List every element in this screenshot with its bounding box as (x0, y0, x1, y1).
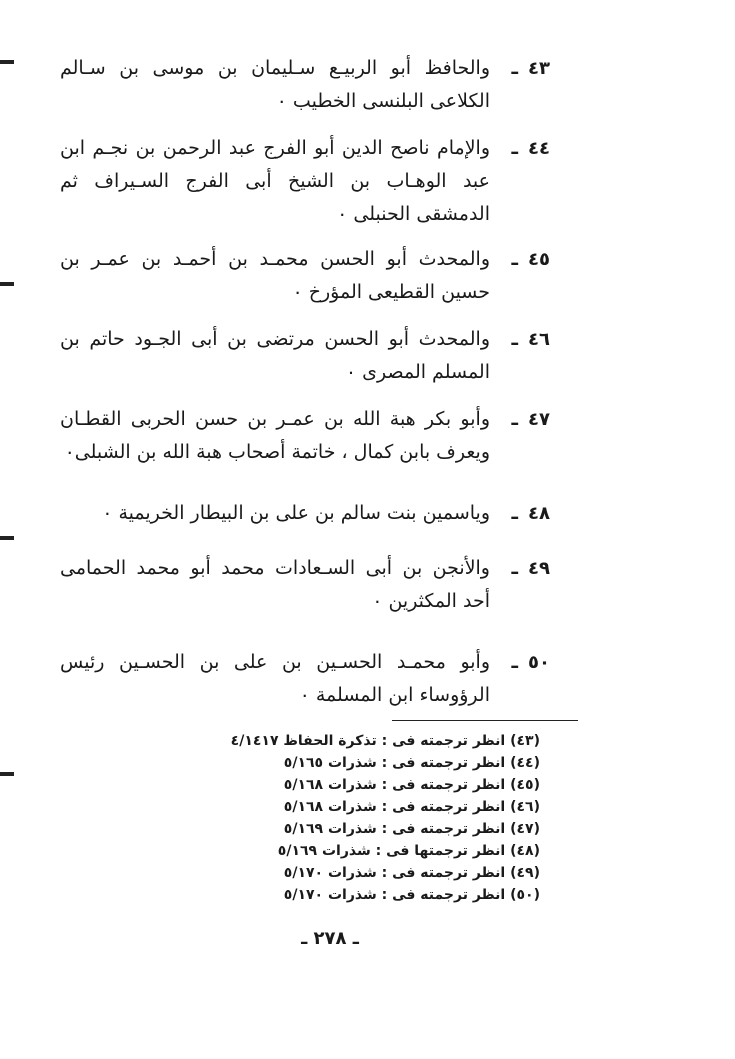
entry-43 (60, 52, 550, 118)
footnote: (٥٠) انظر ترجمته فى : شذرات ٥/١٧٠ (283, 887, 540, 903)
entry-text: وياسمين بنت سالم بن على بن البيطار الخريمية ٠ (102, 502, 490, 524)
entry-50 (60, 646, 550, 712)
entry-number: ٤٣ (528, 58, 550, 79)
entry-text: والمحدث أبو الحسن محمـد بن أحمـد بن عمـر بن حسين القطيعى المؤرخ ٠ (60, 248, 490, 303)
entry-45 (60, 243, 550, 309)
entry-number: ٤٤ (528, 138, 550, 159)
entry-dash: ـ (511, 502, 518, 524)
scan-mark (0, 282, 14, 286)
entry-49 (60, 552, 550, 618)
footnote: (٤٣) انظر ترجمته فى : تذكرة الحفاظ ٤/١٤١٧ (230, 733, 540, 749)
entry-number: ٤٥ (528, 249, 550, 270)
entry-text: وأبو محمـد الحسـين بن على بن الحسـين رئيس الرؤوساء ابن المسلمة ٠ (60, 651, 490, 706)
footnote-divider (392, 720, 578, 721)
footnote: (٤٦) انظر ترجمته فى : شذرات ٥/١٦٨ (283, 799, 540, 815)
entry-number: ٥٠ (528, 652, 550, 673)
entry-text: وأبو بكر هبة الله بن عمـر بن حسن الحربى القطـان ويعرف بابن كمال ، خاتمة أصحاب هبة الله بن الشبلى٠ (60, 408, 490, 463)
footnote: (٤٨) انظر ترجمتها فى : شذرات ٥/١٦٩ (277, 843, 540, 859)
scan-mark (0, 60, 14, 64)
biography-entries (60, 52, 550, 712)
entry-number: ٤٩ (528, 558, 550, 579)
scan-mark (0, 536, 14, 540)
entry-dash: ـ (511, 248, 518, 270)
entry-text: والأنجن بن أبى السـعادات محمد أبو محمد الحمامى أحد المكثرين ٠ (60, 557, 490, 612)
entry-46 (60, 323, 550, 389)
entry-dash: ـ (511, 651, 518, 673)
footnotes (190, 730, 540, 906)
entry-dash: ـ (511, 557, 518, 579)
footnote: (٤٥) انظر ترجمته فى : شذرات ٥/١٦٨ (283, 777, 540, 793)
footnote: (٤٤) انظر ترجمته فى : شذرات ٥/١٦٥ (283, 755, 540, 771)
scan-mark (0, 772, 14, 776)
entry-dash: ـ (511, 137, 518, 159)
entry-44 (60, 132, 550, 231)
footnote: (٤٧) انظر ترجمته فى : شذرات ٥/١٦٩ (283, 821, 540, 837)
entry-text: والحافظ أبو الربيـع سـليمان بن موسى بن سـالم الكلاعى البلنسى الخطيب ٠ (60, 57, 490, 112)
entry-dash: ـ (511, 408, 518, 430)
entry-number: ٤٨ (528, 503, 550, 524)
footnote: (٤٩) انظر ترجمته فى : شذرات ٥/١٧٠ (283, 865, 540, 881)
entry-dash: ـ (511, 57, 518, 79)
entry-text: والإمام ناصح الدين أبو الفرج عبد الرحمن بن نجـم ابن عبد الوهـاب بن الشيخ أبى الفرج السـيراف ثم الدمشقى الحنبلى ٠ (60, 137, 490, 225)
entry-number: ٤٧ (528, 409, 550, 430)
entry-47 (60, 403, 550, 469)
page-number: ـ ٢٧٨ ـ (301, 928, 359, 949)
entry-text: والمحدث أبو الحسن مرتضى بن أبى الجـود حاتم بن المسلم المصرى ٠ (60, 328, 490, 383)
entry-number: ٤٦ (528, 329, 550, 350)
entry-dash: ـ (511, 328, 518, 350)
entry-48 (60, 497, 550, 530)
